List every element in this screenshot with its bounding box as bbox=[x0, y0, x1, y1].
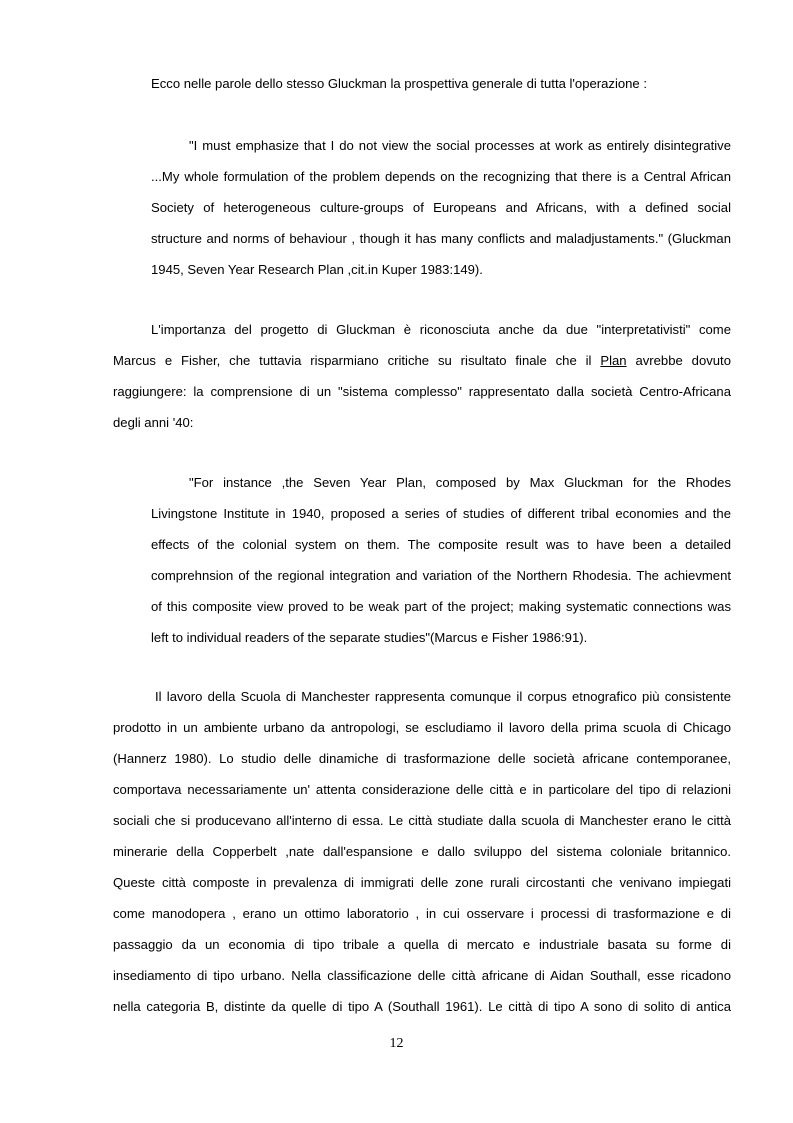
paragraph-line: minerarie della Copperbelt ,nate dall'espansione e dallo sviluppo del sistema coloniale britannico. bbox=[113, 844, 731, 859]
paragraph-line: Queste città composte in prevalenza di immigrati delle zone rurali circostanti che venivano impiegati bbox=[113, 875, 731, 890]
paragraph-manchester bbox=[113, 681, 731, 1022]
paragraph-line: passaggio da un economia di tipo tribale a quella di mercato e industriale basata su forme di bbox=[113, 937, 731, 952]
paragraph-line: nella categoria B, distinte da quelle di tipo A (Southall 1961). Le città di tipo A sono di solito di antica bbox=[113, 999, 731, 1014]
quote-line: effects of the colonial system on them. The composite result was to have been a detailed bbox=[151, 537, 731, 552]
quote-gluckman bbox=[151, 130, 731, 285]
paragraph-line: insediamento di tipo urbano. Nella classificazione delle città africane di Aidan Southall, esse ricadono bbox=[113, 968, 731, 983]
paragraph-line: Il lavoro della Scuola di Manchester rappresenta comunque il corpus etnografico più consistente bbox=[155, 689, 731, 704]
paragraph-line: raggiungere: la comprensione di un "sistema complesso" rappresentato dalla società Centro-Africana bbox=[113, 384, 731, 399]
plan-underlined-term: Plan bbox=[600, 353, 627, 368]
quote-line: "For instance ,the Seven Year Plan, composed by Max Gluckman for the Rhodes bbox=[189, 475, 731, 490]
quote-marcus-fisher bbox=[151, 467, 731, 653]
quote-line: 1945, Seven Year Research Plan ,cit.in Kuper 1983:149). bbox=[151, 262, 483, 277]
page-number: 12 bbox=[389, 1036, 404, 1051]
quote-line: left to individual readers of the separate studies"(Marcus e Fisher 1986:91). bbox=[151, 630, 588, 645]
paragraph-importanza bbox=[113, 314, 731, 438]
quote-line: structure and norms of behaviour , though it has many conflicts and maladjustaments." (Gluckman bbox=[151, 231, 731, 246]
paragraph-line: sociali che si producevano all'interno di essa. Le città studiate dalla scuola di Manchester erano le città bbox=[113, 813, 731, 828]
paragraph-text: Marcus e Fisher, che tuttavia risparmiano critiche su risultato finale che il bbox=[113, 353, 601, 368]
paragraph-line: degli anni '40: bbox=[113, 415, 194, 430]
intro-paragraph bbox=[151, 68, 731, 99]
paragraph-line bbox=[113, 345, 731, 376]
paragraph-line: (Hannerz 1980). Lo studio delle dinamiche di trasformazione delle società africane contemporanee, bbox=[113, 751, 731, 766]
quote-line: of this composite view proved to be weak part of the project; making systematic connections was bbox=[151, 599, 731, 614]
paragraph-line: L'importanza del progetto di Gluckman è riconosciuta anche da due "interpretativisti" come bbox=[151, 322, 731, 337]
quote-line: "I must emphasize that I do not view the social processes at work as entirely disintegrative bbox=[189, 138, 731, 153]
paragraph-line: prodotto in un ambiente urbano da antropologi, se escludiamo il lavoro della prima scuola di Chicago bbox=[113, 720, 731, 735]
quote-line: comprehnsion of the regional integration and variation of the Northern Rhodesia. The achievment bbox=[151, 568, 731, 583]
quote-line: Society of heterogeneous culture-groups of Europeans and Africans, with a defined social bbox=[151, 200, 731, 215]
quote-line: Livingstone Institute in 1940, proposed a series of studies of different tribal economies and the bbox=[151, 506, 731, 521]
quote-line: ...My whole formulation of the problem depends on the recognizing that there is a Central African bbox=[151, 169, 731, 184]
paragraph-text: avrebbe dovuto bbox=[626, 353, 731, 368]
paragraph-line: comportava necessariamente un' attenta considerazione delle città e in particolare del tipo di relazioni bbox=[113, 782, 731, 797]
paragraph-line: come manodopera , erano un ottimo laboratorio , in cui osservare i processi di trasformazione e di bbox=[113, 906, 731, 921]
intro-line: Ecco nelle parole dello stesso Gluckman la prospettiva generale di tutta l'operazione : bbox=[151, 76, 647, 91]
